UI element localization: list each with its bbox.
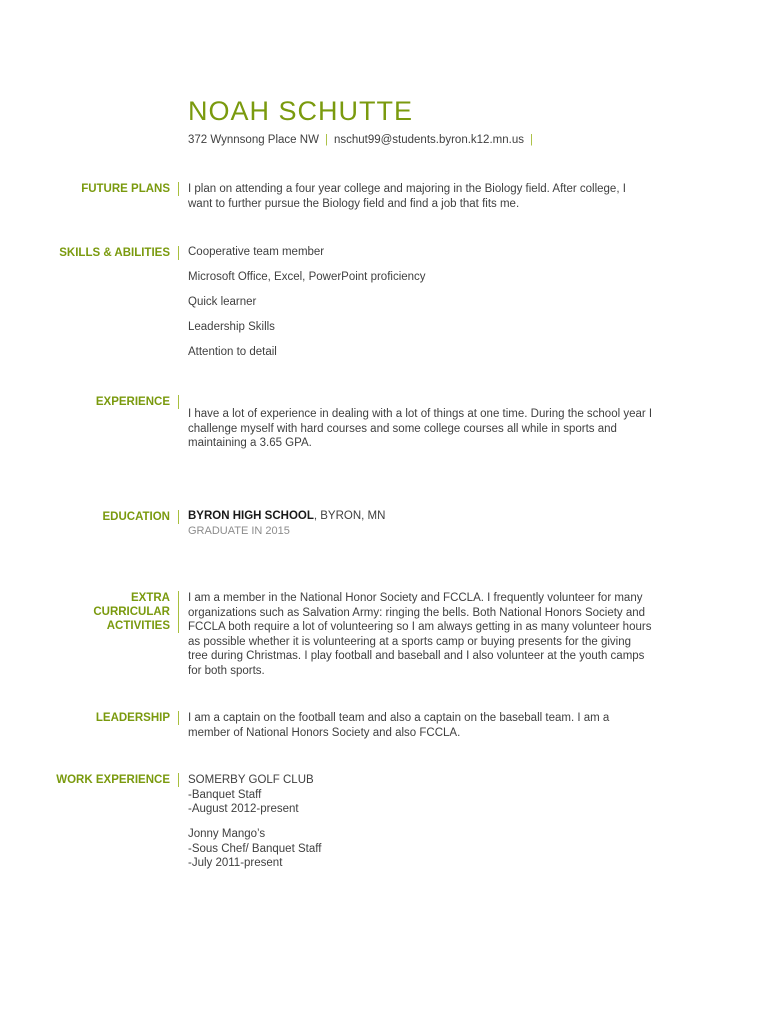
section-label-work: WORK EXPERIENCE [56, 774, 170, 786]
skill-item: Microsoft Office, Excel, PowerPoint proficiency [188, 271, 426, 283]
job-entry [188, 827, 653, 871]
section-label-skills: SKILLS & ABILITIES [59, 247, 170, 259]
job-entry [188, 773, 653, 817]
future-plans-text: I plan on attending a four year college and majoring in the Biology field. After college, I want to further pursue the Biology field and find a job that fits me. [188, 183, 626, 210]
section-divider [178, 591, 179, 633]
label-line: ACTIVITIES [106, 620, 170, 632]
experience-text: I have a lot of experience in dealing with a lot of things at one time. During the school year I challenge myself with hard courses and some college courses all while in sports and maintaining a 3.65 GPA. [188, 408, 653, 449]
skill-item: Cooperative team member [188, 246, 325, 258]
job-employer: SOMERBY GOLF CLUB [188, 774, 314, 786]
section-label-leadership: LEADERSHIP [95, 712, 170, 724]
job-employer: Jonny Mango’s [188, 828, 266, 840]
address: 372 Wynnsong Place NW [188, 134, 319, 146]
section-divider [178, 395, 179, 409]
section-label-future-plans: FUTURE PLANS [81, 183, 170, 195]
job-dates: -July 2011-present [188, 857, 283, 869]
resume-name: NOAH SCHUTTE [188, 96, 414, 126]
section-divider [178, 510, 179, 524]
section-divider [178, 773, 179, 787]
contact-separator: | [324, 134, 328, 146]
school-name: BYRON HIGH SCHOOL [188, 510, 314, 522]
skill-item: Leadership Skills [188, 321, 275, 333]
leadership-text: I am a captain on the football team and also a captain on the baseball team. I am a member of National Honors Society and also FCCLA. [188, 712, 610, 739]
label-line: CURRICULAR [93, 606, 170, 618]
school-location: , BYRON, MN [313, 510, 386, 522]
job-role: -Sous Chef/ Banquet Staff [188, 842, 322, 855]
contact-line [188, 134, 539, 146]
extracurricular-text: I am a member in the National Honor Society and FCCLA. I frequently volunteer for many organizations such as Salvation Army: ringing the bells. Both National Honors Society and FCCLA both require a lot of volunteering so I am always getting in as many volunteer hours as possible whether it is volunteering at a sports camp or buying presents for the giving tree during Christmas. I play football and baseball and I also volunteer at the youth camps for both sports. [188, 592, 652, 677]
section-divider [178, 711, 179, 725]
contact-separator: | [529, 134, 533, 146]
section-divider [178, 246, 179, 260]
graduation-year: GRADUATE IN 2015 [188, 525, 290, 537]
label-line: EXTRA [131, 592, 170, 604]
job-dates: -August 2012-present [188, 803, 299, 815]
education-school [188, 510, 385, 522]
section-divider [178, 182, 179, 196]
skill-item: Quick learner [188, 296, 257, 308]
email-link[interactable]: nschut99@students.byron.k12.mn.us [333, 134, 524, 146]
section-label-education: EDUCATION [102, 511, 170, 523]
job-role: -Banquet Staff [188, 788, 262, 801]
section-label-extracurricular [0, 591, 170, 633]
section-label-experience: EXPERIENCE [95, 396, 170, 408]
skill-item: Attention to detail [188, 346, 277, 358]
